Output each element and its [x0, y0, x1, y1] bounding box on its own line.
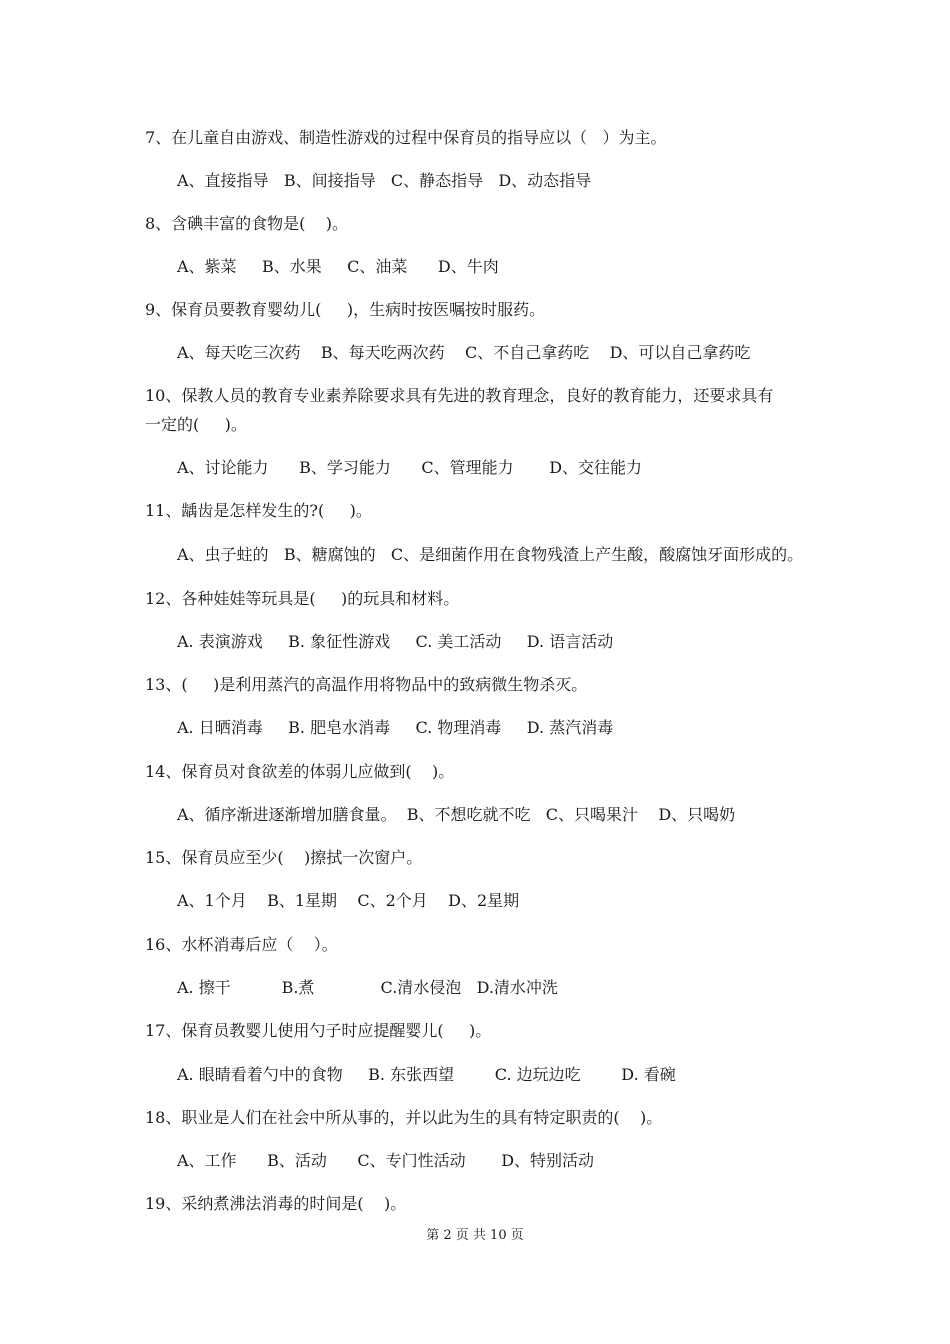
question-16-options: A. 擦干 B.煮 C.清水侵泡 D.清水冲洗 [177, 978, 558, 997]
question-7: 7、在儿童自由游戏、制造性游戏的过程中保育员的指导应以（ ）为主。 [145, 128, 667, 147]
question-13: 13、( )是利用蒸汽的高温作用将物品中的致病微生物杀灭。 [145, 675, 588, 694]
question-17: 17、保育员教婴儿使用勺子时应提醒婴儿( )。 [145, 1021, 492, 1040]
question-12-options: A. 表演游戏 B. 象征性游戏 C. 美工活动 D. 语言活动 [177, 632, 614, 651]
question-11-options: A、虫子蛀的 B、糖腐蚀的 C、是细菌作用在食物残渣上产生酸，酸腐蚀牙面形成的。 [177, 545, 804, 564]
question-18: 18、职业是人们在社会中所从事的，并以此为生的具有特定职责的( )。 [145, 1108, 663, 1127]
question-15-options: A、1个月 B、1星期 C、2个月 D、2星期 [177, 891, 520, 910]
question-7-options: A、直接指导 B、间接指导 C、静态指导 D、动态指导 [177, 171, 592, 190]
question-16: 16、水杯消毒后应（ ）。 [145, 935, 338, 954]
question-10-continued: 一定的( )。 [145, 415, 247, 434]
question-14-options: A、循序渐进逐渐增加膳食量。 B、不想吃就不吃 C、只喝果汁 D、只喝奶 [177, 805, 736, 824]
question-17-options: A. 眼睛看着勺中的食物 B. 东张西望 C. 边玩边吃 D. 看碗 [177, 1065, 676, 1084]
question-12: 12、各种娃娃等玩具是( )的玩具和材料。 [145, 589, 460, 608]
question-8: 8、含碘丰富的食物是( )。 [145, 214, 349, 233]
question-11: 11、龋齿是怎样发生的?( )。 [145, 501, 372, 520]
question-10-options: A、讨论能力 B、学习能力 C、管理能力 D、交往能力 [177, 458, 643, 477]
question-8-options: A、紫菜 B、水果 C、油菜 D、牛肉 [177, 257, 499, 276]
question-19: 19、采纳煮沸法消毒的时间是( )。 [145, 1194, 407, 1213]
question-14: 14、保育员对食欲差的体弱儿应做到( )。 [145, 762, 455, 781]
question-9-options: A、每天吃三次药 B、每天吃两次药 C、不自己拿药吃 D、可以自己拿药吃 [177, 343, 751, 362]
question-13-options: A. 日晒消毒 B. 肥皂水消毒 C. 物理消毒 D. 蒸汽消毒 [177, 718, 614, 737]
question-9: 9、保育员要教育婴幼儿( )，生病时按医嘱按时服药。 [145, 300, 546, 319]
question-15: 15、保育员应至少( )擦拭一次窗户。 [145, 848, 423, 867]
question-18-options: A、工作 B、活动 C、专门性活动 D、特别活动 [177, 1151, 595, 1170]
question-10: 10、保教人员的教育专业素养除要求具有先进的教育理念，良好的教育能力，还要求具有 [145, 386, 774, 405]
page-footer: 第 2 页 共 10 页 [426, 1228, 524, 1243]
